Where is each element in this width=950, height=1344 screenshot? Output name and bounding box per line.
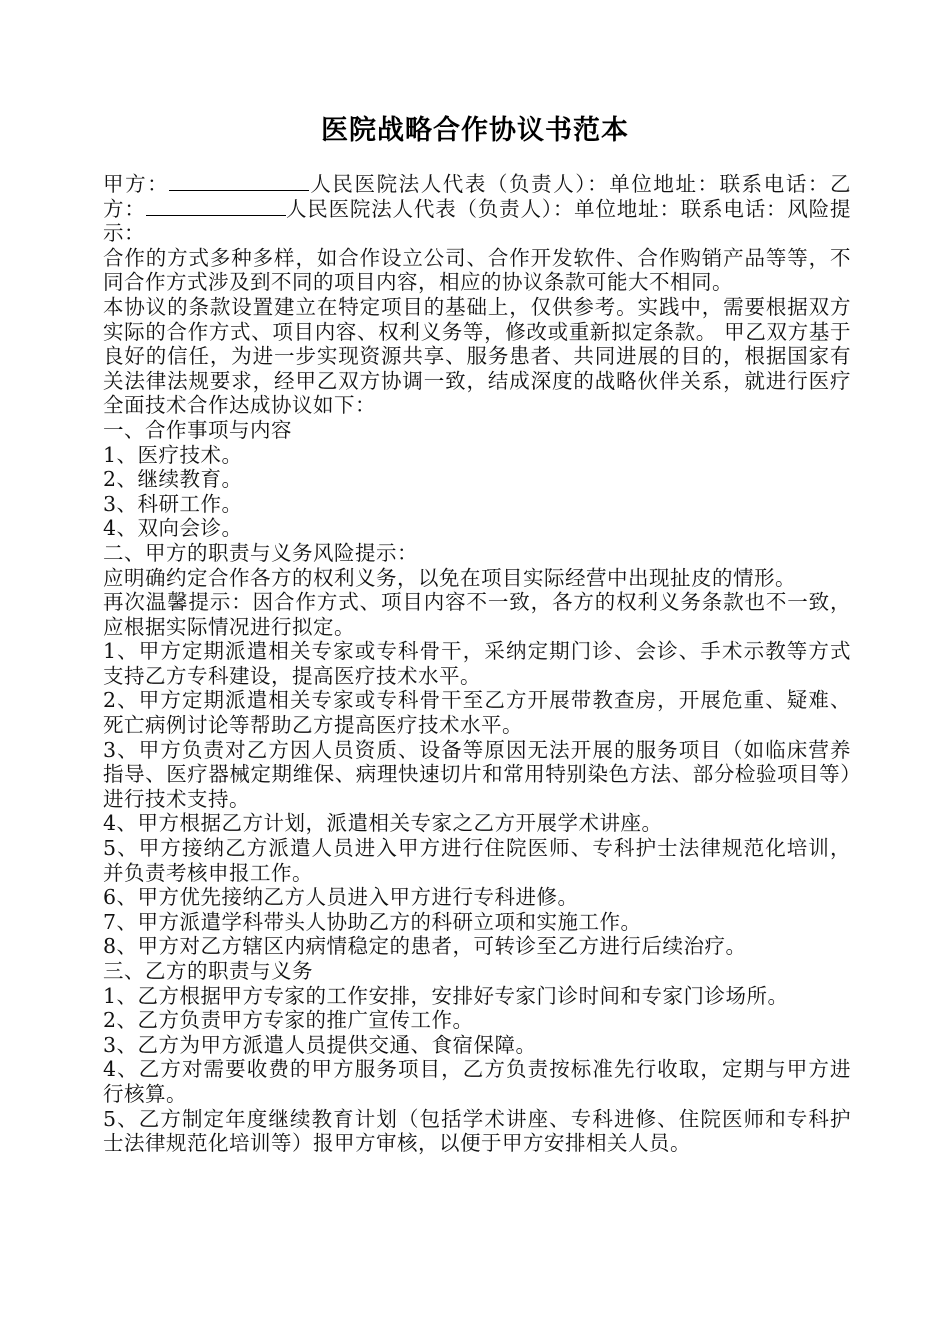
section-heading: 二、甲方的职责与义务风险提示： — [103, 540, 418, 565]
list-item: 4、甲方根据乙方计划，派遣相关专家之乙方开展学术讲座。 — [103, 811, 663, 836]
paragraph: 合作的方式多种多样，如合作设立公司、合作开发软件、合作购销产品等等，不同合作方式涉及到不同的项目内容，相应的协议条款可能大不相同。 — [103, 245, 851, 295]
party-a-label: 甲方： — [103, 172, 170, 196]
list-item: 5、乙方制定年度继续教育计划（包括学术讲座、专科进修、住院医师和专科护士法律规范化培训等）报甲方审核，以便于甲方安排相关人员。 — [103, 1106, 851, 1156]
list-item: 7、甲方派遣学科带头人协助乙方的科研立项和实施工作。 — [103, 909, 642, 934]
document-title: 医院战略合作协议书范本 — [321, 115, 629, 146]
list-item: 1、甲方定期派遣相关专家或专科骨干，采纳定期门诊、会诊、手术示教等方式支持乙方专科建设，提高医疗技术水平。 — [103, 639, 851, 688]
list-item: 2、乙方负责甲方专家的推广宣传工作。 — [103, 1008, 474, 1033]
list-item: 4、双向会诊。 — [103, 516, 243, 541]
section-heading: 一、合作事项与内容 — [103, 417, 292, 442]
party-b-rest: 人民医院法人代表（负责人）：单位地址：联系电话：风险提示： — [103, 196, 852, 246]
list-item: 8、甲方对乙方辖区内病情稳定的患者，可转诊至乙方进行后续治疗。 — [103, 934, 747, 959]
list-item: 1、医疗技术。 — [103, 442, 243, 467]
list-item: 4、乙方对需要收费的甲方服务项目，乙方负责按标准先行收取，定期与甲方进行核算。 — [103, 1057, 851, 1106]
list-item: 3、科研工作。 — [103, 491, 243, 516]
paragraph: 再次温馨提示：因合作方式、项目内容不一致，各方的权利义务条款也不一致，应根据实际情况进行拟定。 — [103, 590, 851, 639]
parties-paragraph — [103, 172, 851, 246]
list-item: 6、甲方优先接纳乙方人员进入甲方进行专科进修。 — [103, 885, 579, 910]
list-item: 3、乙方为甲方派遣人员提供交通、食宿保障。 — [103, 1032, 537, 1057]
party-a-rest: 人民医院法人代表（负责人）：单位地址：联系电话： — [309, 172, 831, 196]
party-b-blank — [146, 197, 286, 216]
list-item: 1、乙方根据甲方专家的工作安排，安排好专家门诊时间和专家门诊场所。 — [103, 983, 789, 1008]
list-item: 2、甲方定期派遣相关专家或专科骨干至乙方开展带教查房，开展危重、疑难、死亡病例讨论等帮助乙方提高医疗技术水平。 — [103, 688, 851, 738]
list-item: 2、继续教育。 — [103, 467, 243, 492]
document-body — [103, 172, 851, 1156]
paragraph: 应明确约定合作各方的权利义务，以免在项目实际经营中出现扯皮的情形。 — [103, 565, 796, 590]
party-a-blank — [169, 172, 309, 191]
list-item: 3、甲方负责对乙方因人员资质、设备等原因无法开展的服务项目（如临床营养指导、医疗器械定期维保、病理快速切片和常用特别染色方法、部分检验项目等）进行技术支持。 — [103, 737, 851, 811]
paragraph: 本协议的条款设置建立在特定项目的基础上，仅供参考。实践中，需要根据双方实际的合作方式、项目内容、权利义务等，修改或重新拟定条款。 甲乙双方基于良好的信任，为进一步实现资源共享、服务患者、共同进展的目的，根据国家有关法律法规要求，经甲乙双方协调一致，结成深度的战略伙伴关系，就进行医疗全面技术合作达成协议如下： — [103, 294, 851, 418]
list-item: 5、甲方接纳乙方派遣人员进入甲方进行住院医师、专科护士法律规范化培训，并负责考核申报工作。 — [103, 836, 851, 885]
party-b-label: 乙方： — [103, 172, 852, 221]
section-heading: 三、乙方的职责与义务 — [103, 959, 313, 983]
